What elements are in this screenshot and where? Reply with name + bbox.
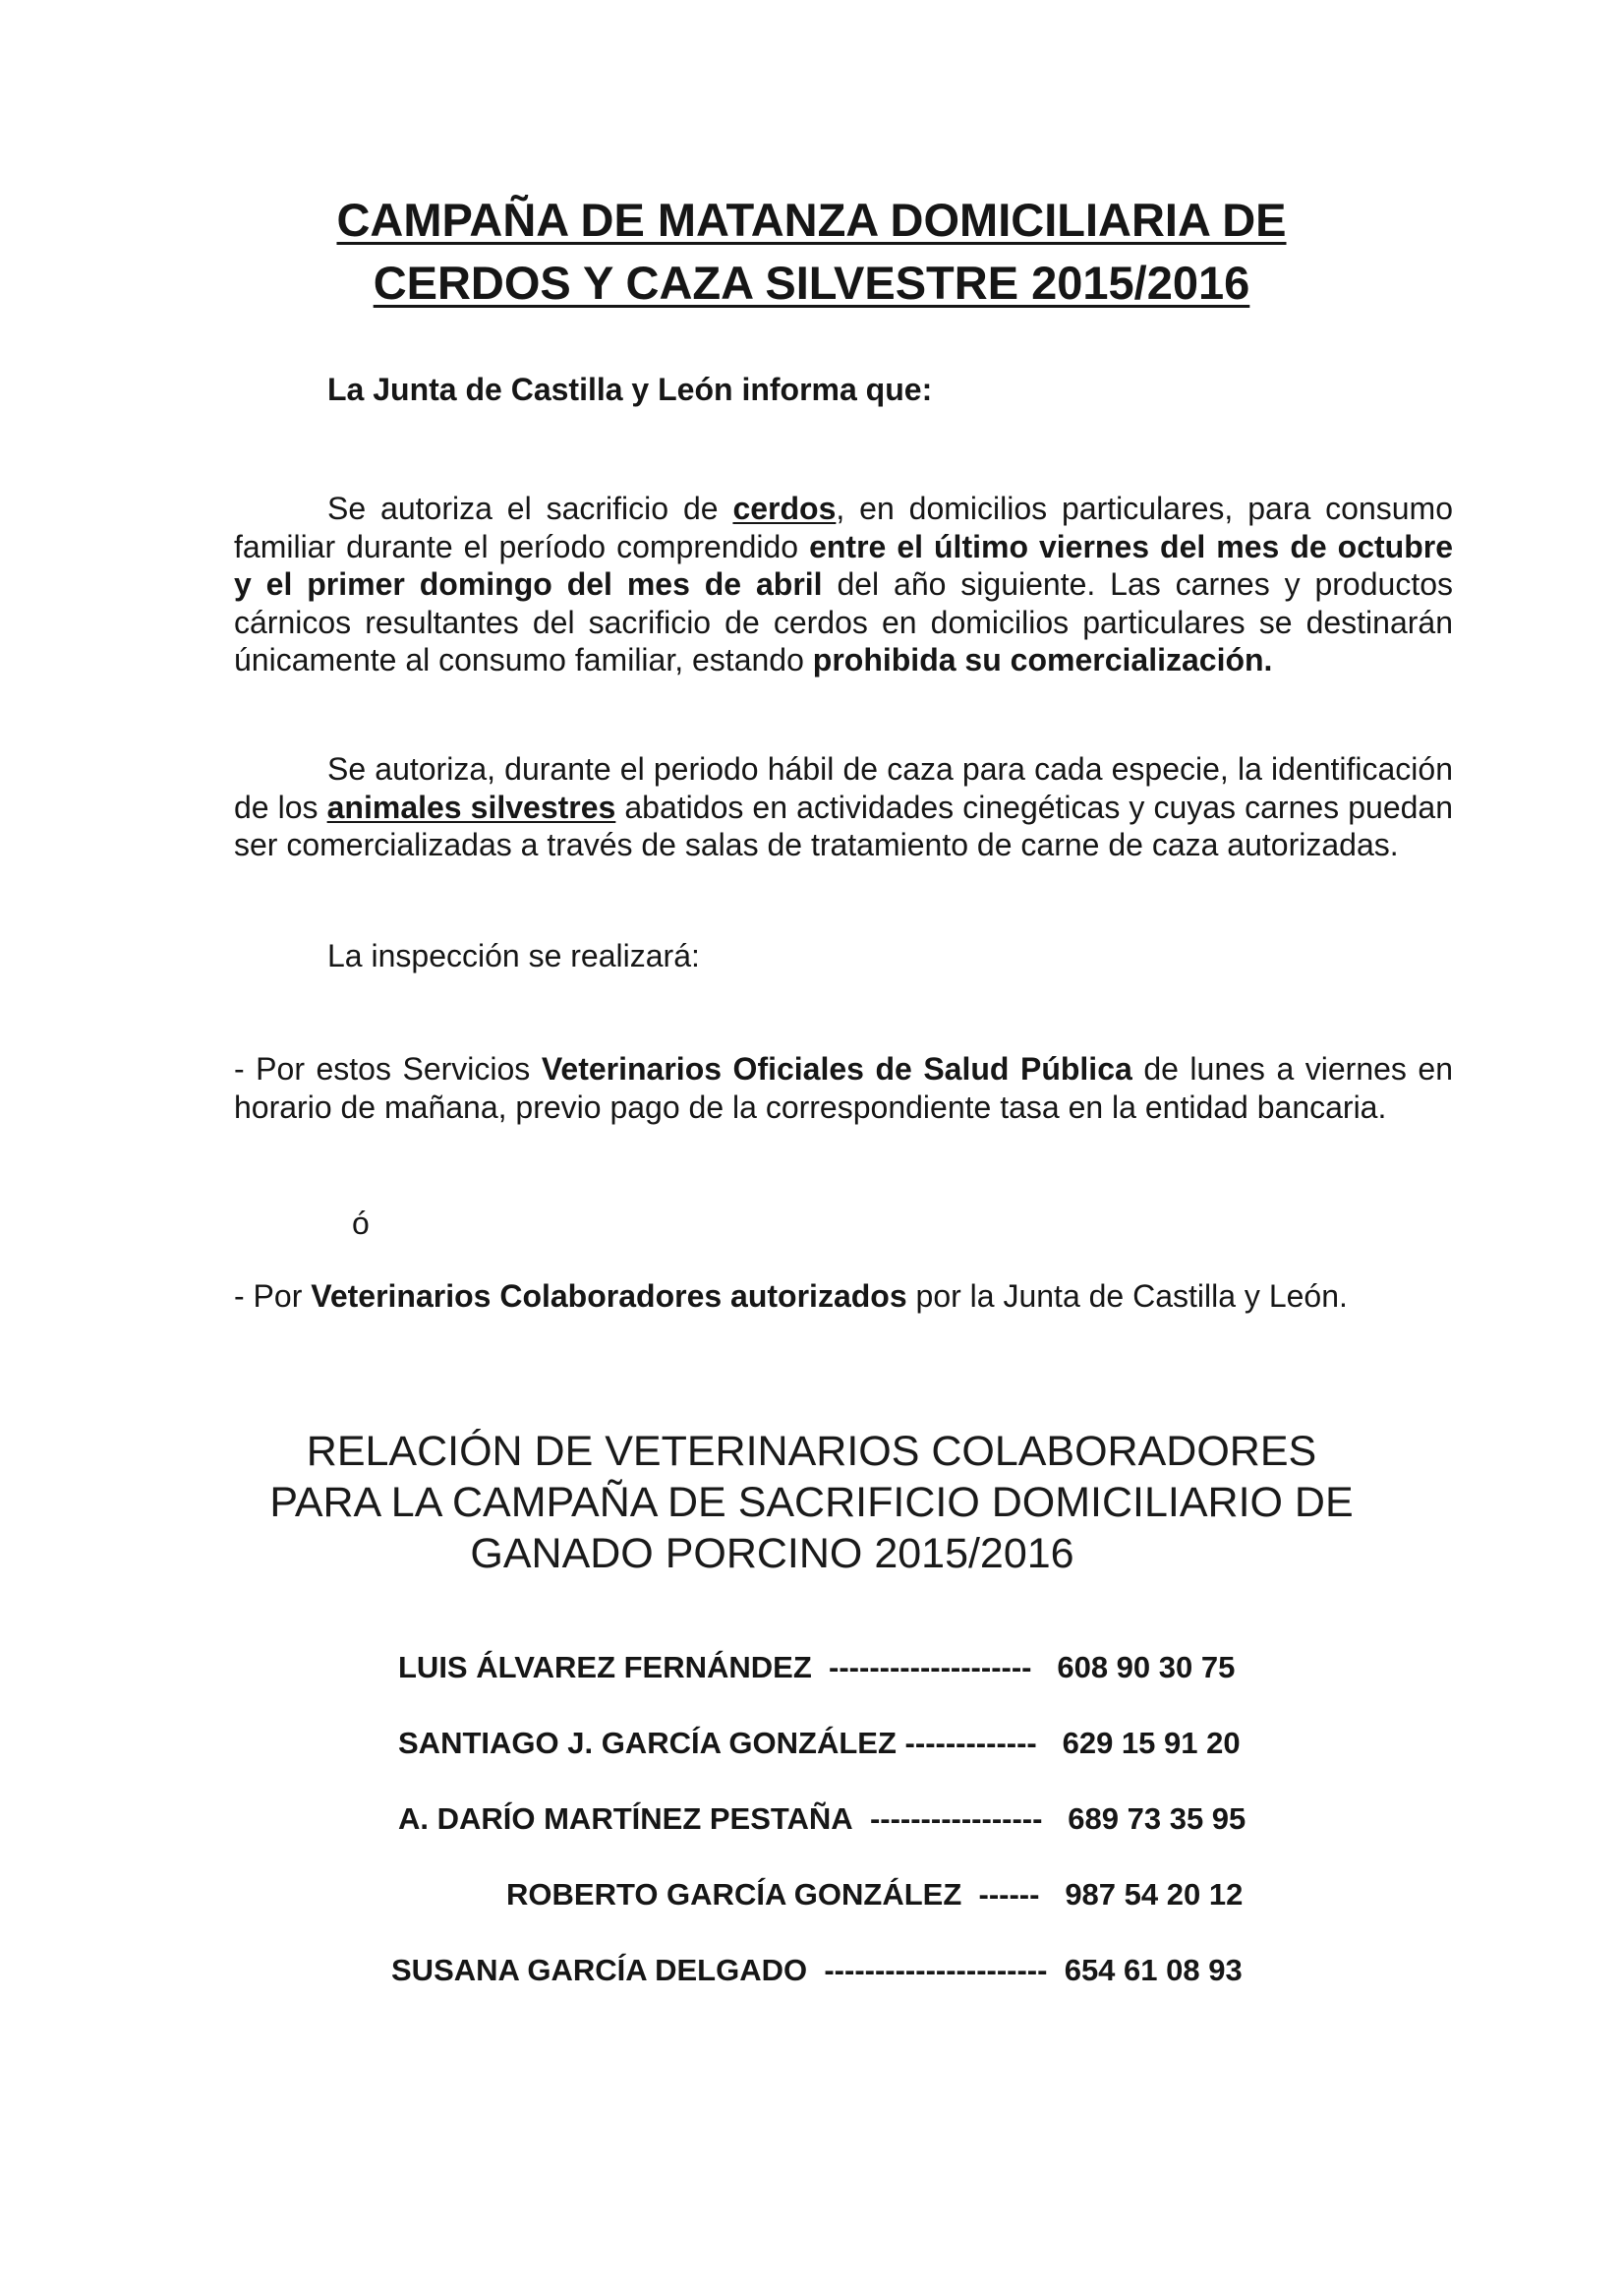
vet-phone: 987 54 20 12 [1065, 1877, 1244, 1912]
para2-bold-1: animales silvestres [326, 789, 616, 825]
intro-heading: La Junta de Castilla y León informa que: [327, 372, 933, 407]
document-title [0, 189, 1623, 315]
inspection-intro: La inspección se realizará: [327, 938, 700, 973]
relation-title-line-3: GANADO PORCINO 2015/2016 [470, 1530, 1074, 1577]
title-line-1: CAMPAÑA DE MATANZA DOMICILIARIA DE [336, 194, 1287, 246]
vet-phone: 608 90 30 75 [1057, 1650, 1236, 1684]
vet-leader-dashes: -------------------- [829, 1650, 1032, 1684]
para2-text-1: Se autoriza, durante el periodo hábil de caza para cada especie, la identificación de los [234, 751, 1453, 825]
option1-text-1: - Por estos Servicios [234, 1051, 542, 1087]
option2-text-2: por la Junta de Castilla y León. [906, 1278, 1348, 1314]
title-line-2: CERDOS Y CAZA SILVESTRE 2015/2016 [373, 257, 1250, 309]
list-item [506, 1877, 1243, 1913]
vet-phone: 654 61 08 93 [1064, 1953, 1243, 1987]
option1-bold-1: Veterinarios Oficiales de Salud Pública [541, 1051, 1132, 1087]
para1-text-3: del año siguiente. Las carnes y productos cárnicos resultantes del sacrificio de cerdos en domicilios particulares se destinarán únicamente al consumo familiar, estando [234, 566, 1454, 677]
list-item [398, 1801, 1246, 1837]
inspection-option-official [234, 1050, 1453, 1126]
vet-name: SUSANA GARCÍA DELGADO [391, 1953, 808, 1987]
vet-name: A. DARÍO MARTÍNEZ PESTAÑA [398, 1801, 853, 1836]
option2-bold-1: Veterinarios Colaboradores autorizados [311, 1278, 907, 1314]
para1-text-1: Se autoriza el sacrificio de [327, 491, 733, 526]
vet-name: SANTIAGO J. GARCÍA GONZÁLEZ [398, 1726, 897, 1760]
relation-title-line-2: PARA LA CAMPAÑA DE SACRIFICIO DOMICILIARIO DE [269, 1479, 1354, 1526]
list-item [391, 1953, 1243, 1988]
vet-name: LUIS ÁLVAREZ FERNÁNDEZ [398, 1650, 812, 1684]
vet-phone: 689 73 35 95 [1068, 1801, 1246, 1836]
vet-leader-dashes: ------ [978, 1877, 1040, 1912]
vet-leader-dashes: ------------- [904, 1726, 1037, 1760]
list-item [398, 1650, 1235, 1685]
vet-leader-dashes: ----------------- [869, 1801, 1043, 1836]
para1-text-2: , en domicilios particulares, para consumo familiar durante el período comprendido [234, 491, 1454, 564]
vet-phone: 629 15 91 20 [1062, 1726, 1241, 1760]
pig-slaughter-paragraph [234, 490, 1453, 679]
relation-title-line-1: RELACIÓN DE VETERINARIOS COLABORADORES [306, 1428, 1317, 1475]
para2-text-2: abatidos en actividades cinegéticas y cuyas carnes puedan ser comercializadas a través de salas de tratamiento de carne de caza autorizadas. [234, 789, 1454, 862]
option2-text-1: - Por [234, 1278, 312, 1314]
veterinarians-list-title [0, 1426, 1623, 1579]
or-separator: ó [352, 1206, 370, 1241]
wild-game-paragraph [234, 750, 1453, 864]
option1-text-2: de lunes a viernes en horario de mañana, previo pago de la correspondiente tasa en la entidad bancaria. [234, 1051, 1454, 1125]
para1-bold-3: prohibida su comercialización. [812, 642, 1273, 677]
para1-bold-1: cerdos [732, 491, 837, 526]
vet-name: ROBERTO GARCÍA GONZÁLEZ [506, 1877, 962, 1912]
inspection-option-collaborators [234, 1278, 1348, 1315]
vet-leader-dashes: ---------------------- [824, 1953, 1048, 1987]
para1-bold-2: entre el último viernes del mes de octubre y el primer domingo del mes de abril [234, 528, 1454, 602]
list-item [398, 1726, 1241, 1761]
